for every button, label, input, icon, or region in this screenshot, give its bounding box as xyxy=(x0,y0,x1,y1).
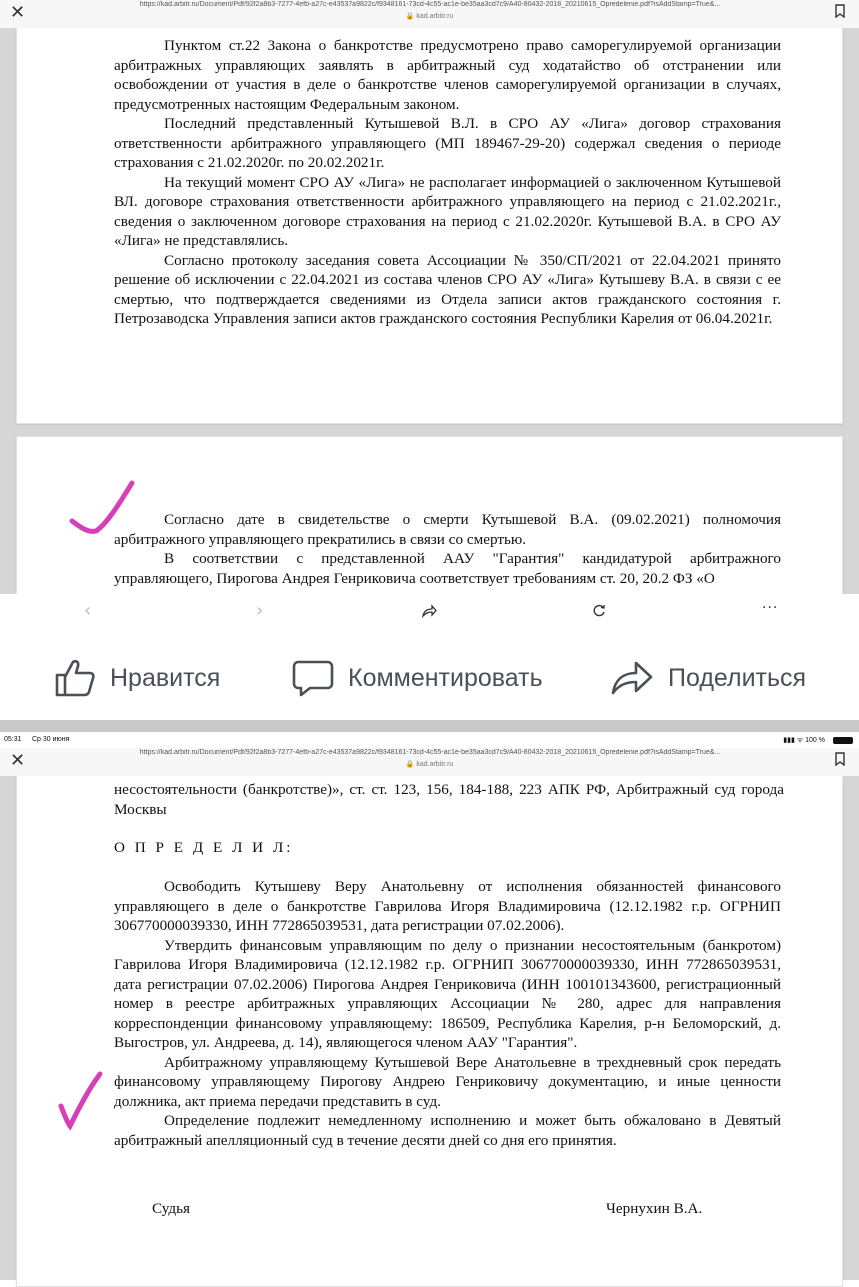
reload-icon[interactable] xyxy=(592,604,606,618)
paragraph: Арбитражному управляющему Кутышевой Вере Анатольевне в трехдневный срок передать финансовому управляющему Пирогову Андрею Генриковичу документацию, и иные ценности должника, акт приема передачи представить в суд. xyxy=(114,1053,781,1110)
decision-heading: О П Р Е Д Е Л И Л: xyxy=(114,839,294,856)
decision-heading-wrap xyxy=(114,838,781,858)
close-icon[interactable]: ✕ xyxy=(10,2,26,23)
page2-text xyxy=(114,510,781,588)
domain-text: 🔒 kad.arbitr.ru xyxy=(405,13,454,20)
page3-intro xyxy=(114,780,784,819)
url-text[interactable]: https://kad.arbitr.ru/Document/Pdf/92f2a8b3-7277-4efb-a27c-e43537a9822c/f9348161-73cd-4c55-ac1e-be35aa3cd7c9/A40-80432-2018_20210615_Opredelenie.pdf?isAddStamp=True&... xyxy=(139,1,721,8)
paragraph: Последний представленный Кутышевой В.Л. в СРО АУ «Лига» договор страхования ответственности арбитражного управляющего (МП 189467-29-20) содержал сведения о периоде страхования с 21.02.2020г. по 20.02.2021г. xyxy=(114,115,781,171)
paragraph: Согласно дате в свидетельстве о смерти Кутышевой В.А. (09.02.2021) полномочия арбитражного управляющего прекратились в связи со смертью. xyxy=(114,511,781,548)
paragraph: Утвердить финансовым управляющим по делу о признании несостоятельным (банкротом) Гаврилова Игоря Владимировича (12.12.1982 г.р. ОГРНИП 306770000039330, ИНН 772865039531, дата регистрации 07.02.2006) Пирогова Андрея Генриковича (ИНН 100101343600, регистрационный номер в реестре арбитражных управляющих Ассоциации № 280, адрес для направления корреспонденции финансовому управляющему: 186509, Республика Карелия, р-н Беломорский, д. Выгостров, ул. Андреева, д. 14), являющегося членом ААУ "Гарантия". xyxy=(114,936,781,1051)
browser-address-bar xyxy=(0,0,859,28)
checkmark-icon xyxy=(56,1070,106,1132)
browser-toolbar xyxy=(0,594,859,631)
social-actions-bar xyxy=(0,630,859,720)
back-icon[interactable]: ‹ xyxy=(84,600,92,621)
status-signal: ▮▮▮ ᯤ 100 % xyxy=(783,737,825,744)
domain-label: kad.arbitr.ru xyxy=(416,761,454,768)
page1-text xyxy=(114,36,781,329)
status-bar xyxy=(0,732,859,748)
domain-label: kad.arbitr.ru xyxy=(416,13,454,20)
share-arrow-icon xyxy=(610,658,654,698)
bookmark-icon[interactable] xyxy=(835,752,845,766)
paragraph: В соответствии с представленной ААУ "Гарантия" кандидатурой арбитражного управляющего, Пирогова Андрея Генриковича соответствует требованиям ст. 20, 20.2 ФЗ «О xyxy=(114,550,781,587)
like-button[interactable] xyxy=(54,658,220,698)
forward-icon[interactable]: › xyxy=(256,600,264,621)
page3-text xyxy=(114,877,781,1150)
battery-percent: 100 % xyxy=(805,737,825,744)
close-icon[interactable]: ✕ xyxy=(10,750,26,771)
url-text[interactable]: https://kad.arbitr.ru/Document/Pdf/92f2a8b3-7277-4efb-a27c-e43537a9822c/f9348161-73cd-4c55-ac1e-be35aa3cd7c9/A40-80432-2018_20210615_Opredelenie.pdf?isAddStamp=True&... xyxy=(139,749,721,756)
status-time: 05:31 xyxy=(4,736,22,743)
share-label: Поделиться xyxy=(668,663,807,692)
status-date: Ср 30 июня xyxy=(32,736,70,743)
share-icon[interactable] xyxy=(421,604,437,618)
paragraph: Пунктом ст.22 Закона о банкротстве предусмотрено право саморегулируемой организации арбитражных управляющих заявлять в арбитражный суд ходатайство об отстранении или освобождении от участия в деле о банкротстве членов саморегулируемой организации в случаях, предусмотренных настоящим Федеральным законом. xyxy=(114,37,781,113)
judge-label: Судья xyxy=(152,1200,191,1217)
paragraph: несостоятельности (банкротстве)», ст. ст. 123, 156, 184-188, 223 АПК РФ, Арбитражный суд города Москвы xyxy=(114,781,784,818)
share-button[interactable] xyxy=(610,658,806,698)
like-label: Нравится xyxy=(110,663,221,692)
battery-icon xyxy=(833,737,853,744)
screenshot-divider xyxy=(0,720,859,732)
paragraph: Согласно протоколу заседания совета Ассоциации № 350/СП/2021 от 22.04.2021 принято решение об исключении с 22.04.2021 из состава членов СРО АУ «Лига» Кутышеву В.А. в связи с ее смертью, что подтверждается сведениями из Отдела записи актов гражданского состояния г. Петрозаводска Управления записи актов гражданского состояния Республики Карелия от 06.04.2021г. xyxy=(114,251,781,327)
comment-icon xyxy=(292,658,334,698)
paragraph: Освободить Кутышеву Веру Анатольевну от исполнения обязанностей финансового управляющего в деле о банкротстве Гаврилова Игоря Владимировича (12.12.1982 г.р. ОГРНИП 306770000039330, ИНН 772865039531, дата регистрации 07.02.2006). xyxy=(114,878,781,934)
paragraph: Определение подлежит немедленному исполнению и может быть обжаловано в Девятый арбитражный апелляционный суд в течение десяти дней со дня его принятия. xyxy=(114,1112,781,1149)
thumbs-up-icon xyxy=(54,658,96,698)
comment-label: Комментировать xyxy=(348,663,543,692)
bookmark-icon[interactable] xyxy=(835,4,845,18)
comment-button[interactable] xyxy=(292,658,543,698)
domain-text: 🔒 kad.arbitr.ru xyxy=(405,761,454,768)
more-icon[interactable]: ··· xyxy=(762,600,779,616)
paragraph: На текущий момент СРО АУ «Лига» не располагает информацией о заключенном Кутышевой ВЛ. договоре страхования ответственности арбитражного управляющего на период с 21.02.2021г., сведения о заключенном договоре страхования на период с 21.02.2020г. Кутышевой В.А. в СРО АУ «Лига» не представлялись. xyxy=(114,173,781,249)
judge-name: Чернухин В.А. xyxy=(606,1200,703,1217)
browser-address-bar-2 xyxy=(0,748,859,776)
